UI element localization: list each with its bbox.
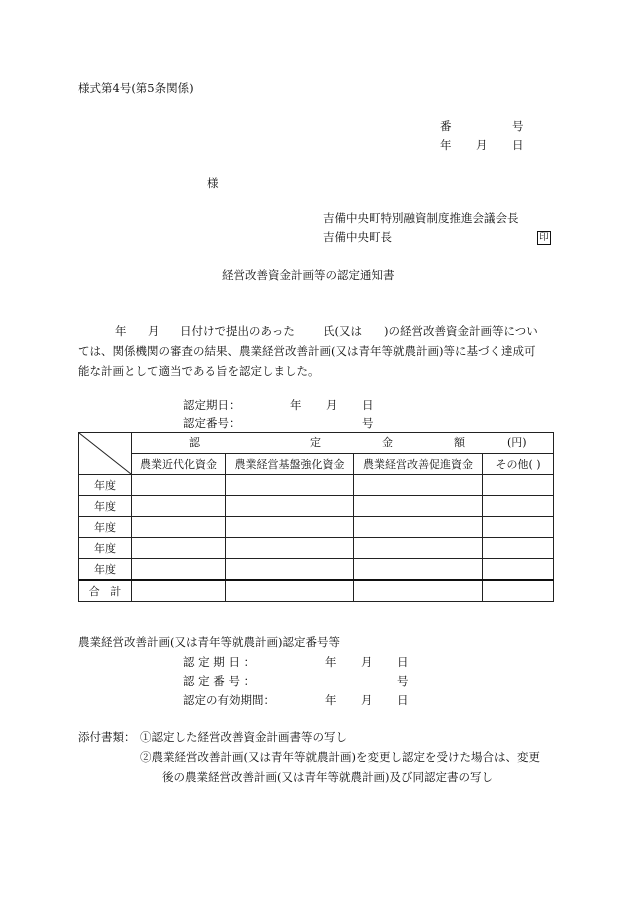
amount-cell[interactable] — [483, 559, 554, 581]
amount-cell[interactable] — [132, 559, 226, 581]
header-char-4: 額 — [454, 436, 465, 449]
column-header: 農業近代化資金 — [132, 454, 226, 475]
header-char-3: 金 — [382, 436, 393, 449]
body-shi-text: 氏(又は — [323, 324, 362, 338]
seal-stamp: 印 — [537, 231, 551, 245]
table-row — [79, 517, 554, 538]
table-row — [79, 475, 554, 496]
amount-cell[interactable] — [132, 475, 226, 496]
total-label-left: 合 — [88, 585, 100, 598]
total-cell[interactable] — [226, 580, 354, 602]
total-cell[interactable] — [483, 580, 554, 602]
amount-cell[interactable] — [226, 496, 354, 517]
total-cell[interactable] — [132, 580, 226, 602]
amount-cell[interactable] — [226, 559, 354, 581]
plan-valid-day: 日 — [397, 693, 409, 707]
amount-cell[interactable] — [483, 538, 554, 559]
plan-valid-month: 月 — [361, 693, 373, 707]
document-title: 経営改善資金計画等の認定通知書 — [222, 268, 395, 282]
diagonal-line-icon — [79, 433, 131, 474]
amount-cell[interactable] — [132, 538, 226, 559]
number-suffix: 号 — [512, 119, 524, 133]
row-label: 年度 — [79, 496, 132, 517]
row-label: 年度 — [79, 475, 132, 496]
plan-number-label: 認 定 番 号 ： — [183, 674, 256, 688]
attachment-item-2-line1: ②農業経営改善計画(又は青年等就農計画)を変更し認定を受けた場合は、変更 — [140, 750, 540, 764]
amount-cell[interactable] — [354, 559, 483, 581]
amount-cell[interactable] — [226, 517, 354, 538]
column-header: 農業経営基盤強化資金 — [226, 454, 354, 475]
row-label: 年度 — [79, 559, 132, 581]
cert-date-day: 日 — [362, 398, 374, 412]
amount-cell[interactable] — [483, 517, 554, 538]
body-line3: 能な計画として適当である旨を認定しました。 — [78, 364, 320, 378]
cert-number-suffix: 号 — [362, 416, 374, 430]
plan-date-label: 認 定 期 日 ： — [183, 655, 256, 669]
amount-cell[interactable] — [354, 496, 483, 517]
column-header: 農業経営改善促進資金 — [354, 454, 483, 475]
attachments-label: 添付書類： — [78, 730, 136, 744]
plan-date-year: 年 — [325, 655, 337, 669]
plan-heading: 農業経営改善計画(又は青年等就農計画)認定番号等 — [78, 635, 340, 649]
table-total-row — [79, 580, 554, 602]
header-char-2: 定 — [310, 436, 321, 449]
amount-cell[interactable] — [483, 496, 554, 517]
cert-date-month: 月 — [326, 398, 338, 412]
table-row — [79, 538, 554, 559]
form-label: 様式第4号(第5条関係) — [78, 81, 194, 95]
date-day-label: 日 — [512, 138, 524, 152]
attachment-item-2-line2: 後の農業経営改善計画(又は青年等就農計画)及び同認定書の写し — [162, 770, 493, 784]
amount-cell[interactable] — [354, 538, 483, 559]
table-corner-cell — [79, 433, 132, 475]
amount-cell[interactable] — [354, 475, 483, 496]
plan-valid-year: 年 — [325, 693, 337, 707]
body-rest-text: )の経営改善資金計画等につい — [384, 324, 538, 338]
table-row — [79, 559, 554, 581]
issuer-line1: 吉備中央町特別融資制度推進会議会長 — [323, 211, 519, 225]
body-day-text: 日付けで提出のあった — [180, 324, 295, 338]
recipient-suffix: 様 — [207, 176, 219, 190]
certified-amount-table — [78, 432, 554, 602]
amount-cell[interactable] — [226, 475, 354, 496]
amount-cell[interactable] — [354, 517, 483, 538]
header-unit: (円) — [507, 436, 527, 449]
row-label: 年度 — [79, 538, 132, 559]
plan-date-day: 日 — [397, 655, 409, 669]
column-header: その他( ) — [483, 454, 554, 475]
amount-cell[interactable] — [483, 475, 554, 496]
total-label — [79, 580, 132, 602]
body-line2: ては、関係機関の審査の結果、農業経営改善計画(又は青年等就農計画)等に基づく達成可 — [78, 344, 536, 358]
amount-cell[interactable] — [132, 517, 226, 538]
body-year: 年 — [115, 324, 127, 338]
body-month: 月 — [148, 324, 160, 338]
attachment-item-1: ①認定した経営改善資金計画書等の写し — [140, 730, 347, 744]
cert-date-year: 年 — [290, 398, 302, 412]
table-header-top — [132, 433, 554, 454]
amount-cell[interactable] — [132, 496, 226, 517]
amount-cell[interactable] — [226, 538, 354, 559]
date-year-label: 年 — [440, 138, 452, 152]
total-cell[interactable] — [354, 580, 483, 602]
issuer-line2: 吉備中央町長 — [323, 230, 392, 244]
cert-date-label: 認定期日： — [183, 398, 241, 412]
number-label: 番 — [440, 119, 452, 133]
row-label: 年度 — [79, 517, 132, 538]
date-month-label: 月 — [476, 138, 488, 152]
header-char-1: 認 — [189, 436, 200, 449]
plan-date-month: 月 — [361, 655, 373, 669]
plan-number-suffix: 号 — [397, 674, 409, 688]
cert-number-label: 認定番号： — [183, 416, 241, 430]
total-label-right: 計 — [110, 585, 122, 598]
table-row — [79, 496, 554, 517]
plan-valid-label: 認定の有効期間： — [183, 693, 275, 707]
